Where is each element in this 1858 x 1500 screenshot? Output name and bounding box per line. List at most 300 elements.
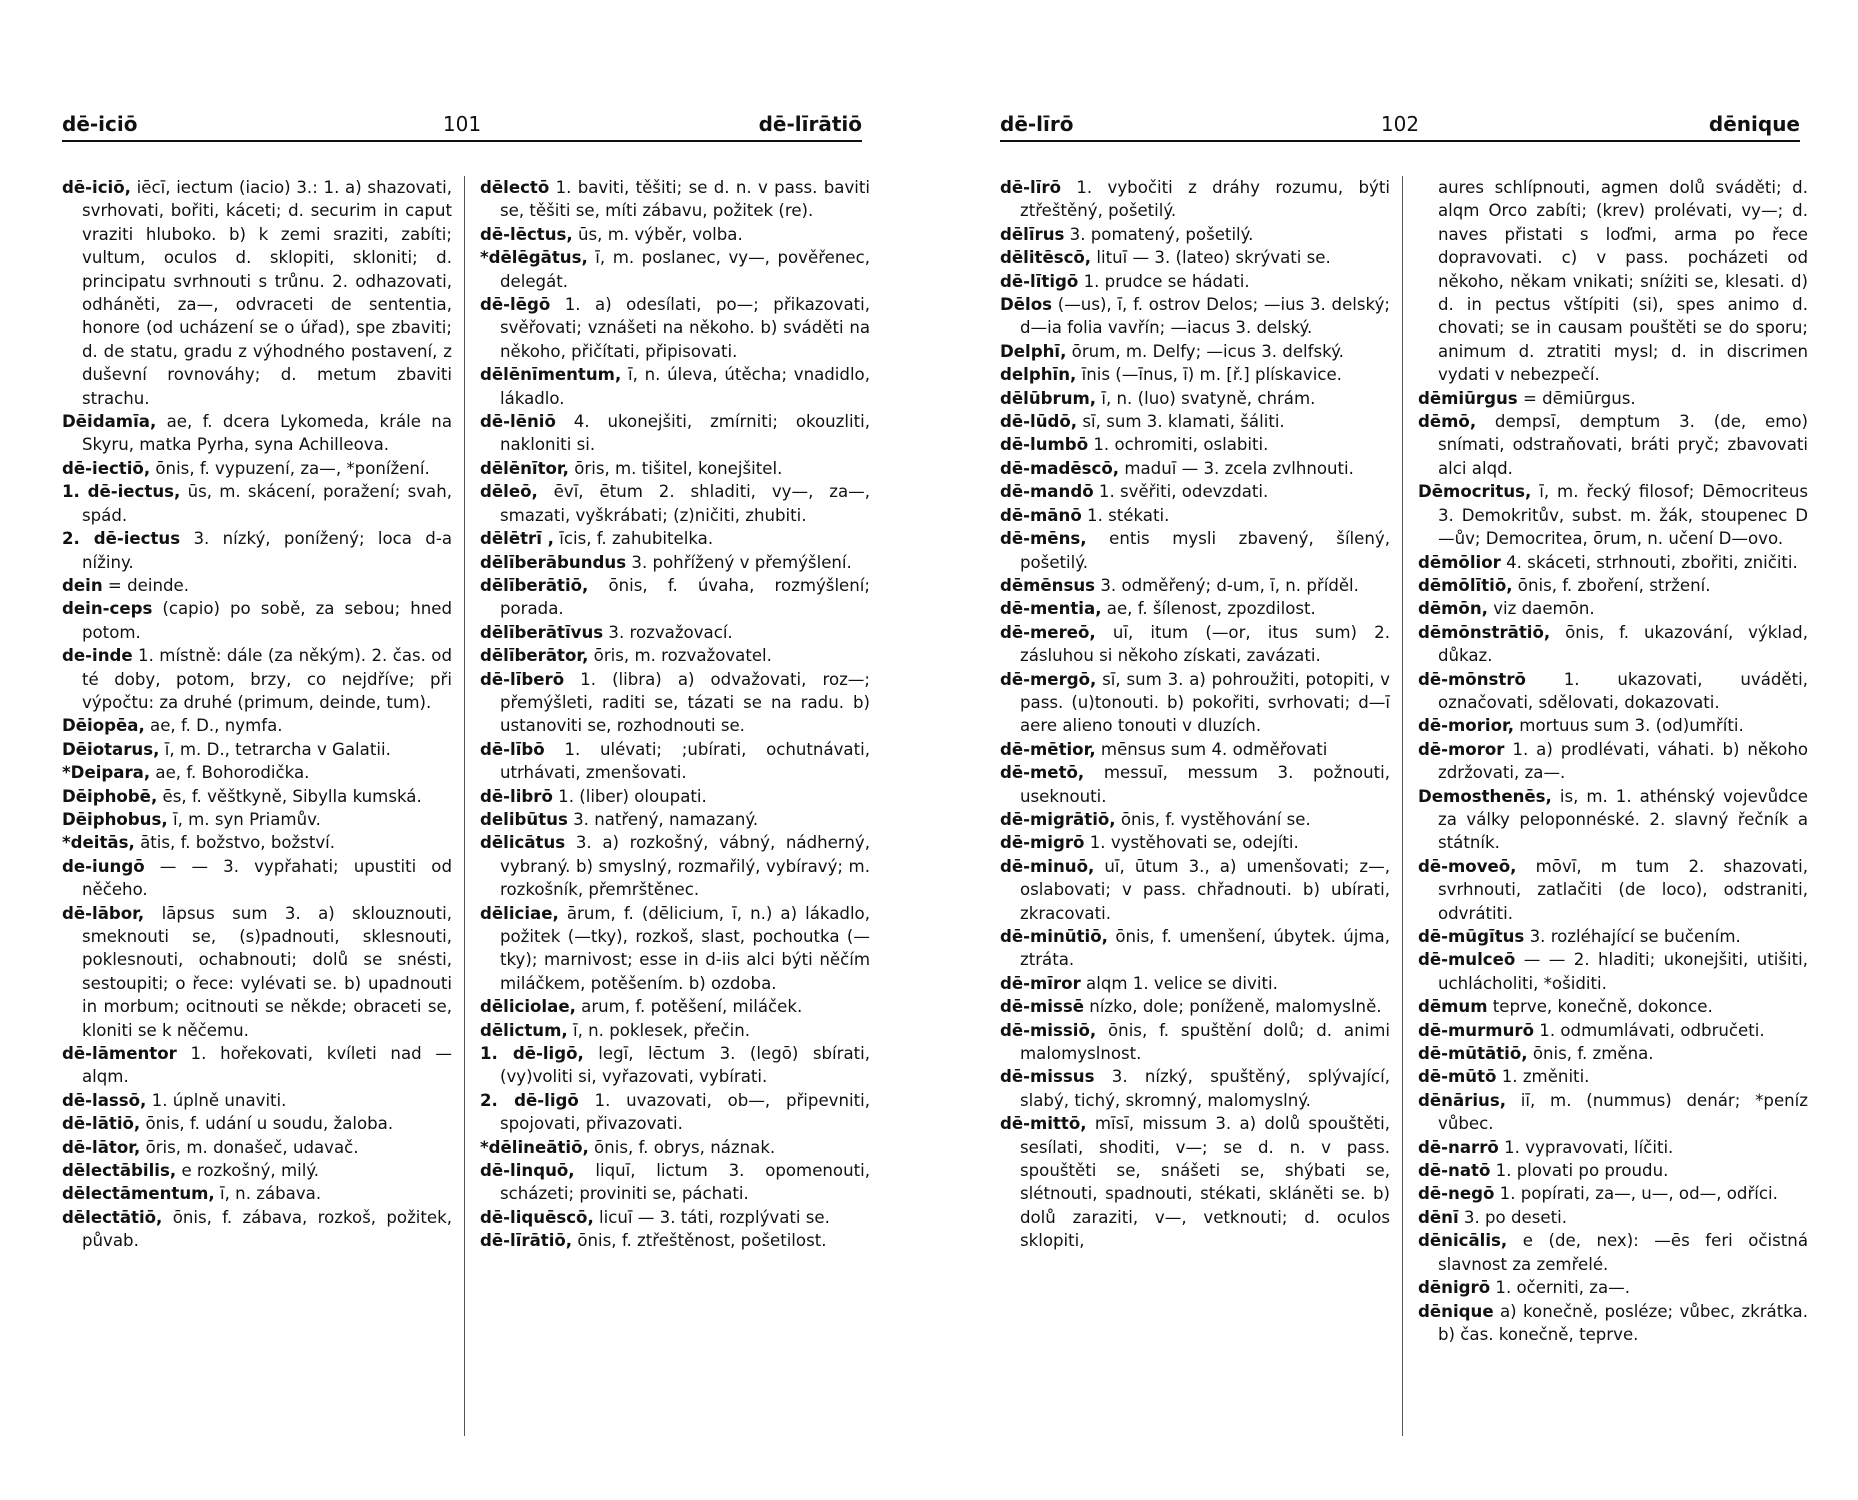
entry-headword: dē-lēctus, — [480, 224, 573, 244]
dictionary-entry — [480, 1019, 870, 1042]
dictionary-entry — [480, 1042, 870, 1089]
entry-definition: a) konečně, posléze; vůbec, zkrátka. b) čas. konečně, teprve. — [1438, 1301, 1808, 1344]
entry-headword: dē-mānō — [1000, 505, 1082, 525]
entry-headword: dē-līberō — [480, 669, 565, 689]
entry-headword: dēleō, — [480, 482, 538, 502]
entry-headword: dē-līrātiō, — [480, 1231, 573, 1251]
entry-headword: delphīn, — [1000, 365, 1077, 385]
entry-definition: 1. hořekovati, kvíleti nad — alqm. — [82, 1044, 452, 1087]
entry-headword: dē-mergō, — [1000, 669, 1097, 689]
entry-headword: dē-lassō, — [62, 1090, 147, 1110]
dictionary-entry — [1418, 1042, 1808, 1065]
entry-definition: ōnis, f. vypuzení, za—, *ponížení. — [150, 458, 430, 478]
entry-headword: dēlēnīmentum, — [480, 365, 622, 385]
entry-headword: dē-mōnstrō — [1418, 669, 1526, 689]
entry-definition: ī, m. syn Priamův. — [167, 809, 321, 829]
entry-definition: ōnis, f. obrys, náznak. — [588, 1137, 776, 1157]
entry-definition: viz daemōn. — [1487, 599, 1595, 619]
entry-headword: dēmōn, — [1418, 599, 1488, 619]
entry-headword: dē-mīror — [1000, 973, 1081, 993]
dictionary-entry — [1000, 480, 1390, 503]
dictionary-entry — [62, 1206, 452, 1253]
dictionary-entry — [1418, 410, 1808, 480]
dictionary-entry — [480, 223, 870, 246]
entry-definition: ī, m. D., tetrarcha v Galatii. — [159, 739, 391, 759]
dictionary-entry — [1418, 387, 1808, 410]
dictionary-entry — [62, 1089, 452, 1112]
entry-headword: dē-lāmentor — [62, 1044, 177, 1064]
entry-definition: 1. ulévati; ;ubírati, ochutnávati, utrhávati, zmenšovati. — [500, 739, 870, 783]
entry-headword: dē-moveō, — [1418, 856, 1517, 876]
dictionary-entry — [1418, 551, 1808, 574]
dictionary-entry — [62, 1136, 452, 1159]
right-page-column-divider — [1402, 176, 1403, 1436]
entry-headword: dēnigrō — [1418, 1278, 1491, 1298]
dictionary-entry — [1000, 1019, 1390, 1066]
entry-headword: dēlectābilis, — [62, 1161, 177, 1181]
entry-definition: ūs, m. výběr, volba. — [572, 224, 743, 244]
entry-definition: messuī, messum 3. požnouti, useknouti. — [1020, 763, 1390, 806]
dictionary-entry — [1418, 1065, 1808, 1088]
entry-definition: nízko, dole; poníženě, malomyslně. — [1084, 997, 1382, 1017]
dictionary-entry — [1000, 504, 1390, 527]
entry-headword: dēlēnītor, — [480, 458, 569, 478]
entry-definition: sī, sum 3. a) pohroužiti, potopiti, v pass. (u)tonouti. b) pokořiti, svrhovati; d—ī aere alieno tonouti v dluzích. — [1020, 669, 1390, 736]
entry-definition: (capio) po sobě, za sebou; hned potom. — [82, 599, 452, 642]
entry-definition: ēvī, ētum 2. shladiti, vy—, za—, smazati, vyškrábati; (z)ničiti, zhubiti. — [500, 482, 870, 525]
entry-definition: ōnis, f. spuštění dolů; d. animi malomyslnost. — [1020, 1020, 1390, 1064]
entry-definition: 1. odmumlávati, odbručeti. — [1534, 1020, 1765, 1040]
entry-headword: *dēlēgātus, — [480, 248, 588, 268]
entry-definition: ae, f. Bohorodička. — [150, 763, 310, 783]
entry-definition: ī, m. poslanec, vy—, pověřenec, delegát. — [500, 248, 870, 291]
entry-headword: dē-moror — [1418, 739, 1505, 759]
entry-headword: dē-liquēscō, — [480, 1207, 594, 1227]
entry-definition: e (de, nex): —ēs feri očistná slavnost za zemřelé. — [1438, 1231, 1808, 1274]
entry-definition: ōnis, f. umenšení, úbytek. újma, ztráta. — [1020, 927, 1390, 970]
dictionary-entry — [480, 1159, 870, 1206]
entry-definition: 1. vystěhovati se, odejíti. — [1084, 833, 1299, 853]
entry-headword: dēmōlior — [1418, 552, 1501, 572]
left-page-first-guideword: dē-iciō — [62, 112, 138, 136]
entry-headword: dēlicātus — [480, 833, 566, 853]
dictionary-entry — [480, 363, 870, 410]
dictionary-entry — [62, 457, 452, 480]
dictionary-entry — [1000, 246, 1390, 269]
entry-definition: ōnis, f. zábava, rozkoš, požitek, půvab. — [82, 1207, 452, 1251]
entry-definition: 3. rozléhající se bučením. — [1524, 927, 1741, 946]
entry-definition: 1. a) odesílati, po—; přikazovati, svěřovati; vznášeti na někoho. b) sváděti na někoho, přičítati, připisovati. — [500, 295, 870, 361]
left-page-number: 101 — [442, 112, 482, 136]
dictionary-entry — [1000, 761, 1390, 808]
entry-headword: dē-minuō, — [1000, 856, 1095, 876]
dictionary-entry — [1418, 574, 1808, 597]
entry-definition: 4. ukonejšiti, zmírniti; okouzliti, nakloniti si. — [500, 412, 870, 455]
entry-definition: legī, lēctum 3. (legō) sbírati, (vy)voliti si, vyřazovati, vybírati. — [500, 1044, 870, 1087]
entry-definition: ī, n. poklesek, přečin. — [567, 1020, 751, 1040]
entry-headword: dē-mandō — [1000, 482, 1094, 502]
dictionary-entry — [480, 785, 870, 808]
entry-definition: 1. vypravovati, líčiti. — [1498, 1137, 1674, 1157]
entry-headword: dēlūbrum, — [1000, 388, 1097, 408]
entry-headword: 2. dē-ligō — [480, 1090, 579, 1110]
dictionary-entry — [62, 1182, 452, 1205]
entry-headword: dē-mūtātiō, — [1418, 1044, 1528, 1064]
left-page — [62, 0, 870, 1500]
entry-headword: dēlētrī , — [480, 529, 554, 549]
entry-definition: 1. očerniti, za—. — [1490, 1278, 1631, 1298]
entry-headword: *deitās, — [62, 833, 135, 853]
dictionary-entry — [62, 644, 452, 714]
dictionary-entry — [1418, 855, 1808, 925]
dictionary-entry — [1418, 1229, 1808, 1276]
entry-definition: = dēmiūrgus. — [1517, 388, 1636, 408]
entry-headword: 2. dē-iectus — [62, 529, 181, 549]
dictionary-entry — [480, 574, 870, 621]
dictionary-entry — [1000, 925, 1390, 972]
dictionary-entry — [480, 621, 870, 644]
entry-headword: dē-lēgō — [480, 295, 551, 315]
entry-definition: 3. nízký, ponížený; loca d-a nížiny. — [82, 529, 452, 572]
entry-headword: dē-mētior, — [1000, 739, 1096, 759]
entry-definition: ī, n. úleva, útěcha; vnadidlo, lákadlo. — [500, 365, 870, 408]
dictionary-entry — [1418, 621, 1808, 668]
dictionary-entry — [1418, 1089, 1808, 1136]
entry-definition: 1. prudce se hádati. — [1078, 271, 1250, 291]
entry-definition: (—us), ī, f. ostrov Delos; —ius 3. delský; d—ia folia vavřín; —iacus 3. delský. — [1020, 295, 1390, 338]
entry-definition: = deinde. — [102, 575, 189, 595]
entry-headword: dēlīberātīvus — [480, 622, 604, 642]
dictionary-entry — [62, 1042, 452, 1089]
entry-headword: dēlictum, — [480, 1020, 568, 1040]
left-page-column-divider — [464, 176, 465, 1436]
dictionary-entry — [480, 738, 870, 785]
entry-definition: 1. popírati, za—, u—, od—, odříci. — [1494, 1184, 1778, 1204]
dictionary-entry — [1418, 785, 1808, 855]
entry-definition: ī, m. řecký filosof; Dēmocriteus 3. Demokritův, subst. m. žák, stoupenec D—ův; Democritea, ōrum, n. učení D—ovo. — [1438, 482, 1808, 549]
dictionary-entry — [62, 761, 452, 784]
entry-definition: ōris, m. tišitel, konejšitel. — [568, 458, 783, 478]
entry-definition: ae, f. šílenost, zpozdilost. — [1101, 599, 1316, 619]
entry-definition: alqm 1. velice se diviti. — [1080, 973, 1278, 993]
entry-definition: 1. změniti. — [1496, 1067, 1590, 1087]
entry-definition: ōnis, f. vystěhování se. — [1115, 809, 1311, 829]
dictionary-entry — [480, 551, 870, 574]
entry-definition: 1. baviti, těšiti; se d. n. v pass. baviti se, těšiti se, míti zábavu, požitek (re). — [500, 178, 870, 221]
entry-headword: dēnique — [1418, 1301, 1494, 1321]
dictionary-entry — [62, 831, 452, 854]
dictionary-entry — [480, 1089, 870, 1136]
entry-headword: dēlitēscō, — [1000, 248, 1092, 268]
dictionary-entry — [480, 808, 870, 831]
entry-headword: dē-migrō — [1000, 833, 1085, 853]
entry-definition: arum, f. potěšení, miláček. — [575, 997, 803, 1017]
entry-definition: 3. rozvažovací. — [603, 622, 733, 642]
dictionary-entry — [1000, 223, 1390, 246]
dictionary-entry — [1418, 1206, 1808, 1229]
entry-definition: dempsī, demptum 3. (de, emo) snímati, odstraňovati, bráti pryč; zbavovati alci alqd. — [1438, 412, 1808, 478]
entry-definition: liquī, lictum 3. opomenouti, scházeti; proviniti se, páchati. — [500, 1161, 870, 1204]
left-page-column-2 — [480, 176, 870, 1436]
entry-definition: 3. natřený, namazaný. — [567, 809, 759, 829]
entry-definition: 1. místně: dále (za někým). 2. čas. od té doby, potom, brzy, co nejdříve; při výpočtu: za druhé (primum, deinde, tum). — [82, 646, 452, 712]
dictionary-entry — [1418, 995, 1808, 1018]
dictionary-entry — [1000, 340, 1390, 363]
entry-headword: dē-linquō, — [480, 1161, 575, 1181]
entry-definition: 3. nízký, spuštěný, splývající, slabý, tichý, skromný, malomyslný. — [1020, 1067, 1390, 1110]
entry-headword: dēmum — [1418, 997, 1488, 1017]
entry-definition: mēnsus sum 4. odměřovati — [1095, 739, 1328, 759]
entry-headword: dēliciolae, — [480, 997, 576, 1017]
entry-headword: dē-natō — [1418, 1161, 1491, 1181]
entry-definition: — — 3. vypřahati; upustiti od něčeho. — [82, 856, 452, 900]
dictionary-entry — [62, 738, 452, 761]
entry-headword: dē-iectiō, — [62, 458, 151, 478]
entry-definition: is, m. 1. athénský vojevůdce za války peloponnéské. 2. slavný řečník a státník. — [1438, 786, 1808, 853]
entry-headword: dē-mūtō — [1418, 1067, 1497, 1087]
dictionary-entry — [480, 457, 870, 480]
entry-headword: Dēiphobē, — [62, 786, 158, 806]
entry-definition: ōnis, f. zboření, stržení. — [1512, 575, 1711, 595]
dictionary-entry — [62, 527, 452, 574]
entry-definition: ūs, m. skácení, poražení; svah, spád. — [82, 482, 452, 525]
entry-definition: 1. stékati. — [1081, 505, 1170, 525]
entry-headword: dē-metō, — [1000, 763, 1085, 783]
entry-headword: 1. dē-iectus, — [62, 482, 181, 502]
entry-definition: 1. ochromiti, oslabiti. — [1088, 435, 1269, 455]
dictionary-entry — [480, 902, 870, 996]
entry-definition: mōvī, m tum 2. shazovati, svrhnouti, zatlačiti (de loco), odstraniti, odvrátiti. — [1438, 856, 1808, 923]
entry-definition: iī, m. (nummus) denár; *peníz vůbec. — [1438, 1090, 1808, 1134]
entry-headword: dē-negō — [1418, 1184, 1495, 1204]
right-page-first-guideword: dē-līrō — [1000, 112, 1074, 136]
entry-headword: dēmōlītiō, — [1418, 575, 1513, 595]
dictionary-entry — [480, 1206, 870, 1229]
dictionary-entry — [1418, 1182, 1808, 1205]
entry-headword: dēlectāmentum, — [62, 1184, 215, 1204]
entry-headword: *Deipara, — [62, 763, 151, 783]
left-page-header — [62, 110, 862, 142]
entry-headword: dē-missē — [1000, 997, 1085, 1017]
dictionary-entry — [1000, 457, 1390, 480]
entry-headword: dē-murmurō — [1418, 1020, 1534, 1040]
dictionary-entry — [1418, 1019, 1808, 1042]
entry-definition: 3. a) rozkošný, vábný, nádherný, vybraný. b) smyslný, rozmařilý, vybíravý; m. rozkošník, přemrštěnec. — [500, 833, 870, 900]
entry-definition: ōrum, m. Delfy; —icus 3. delfský. — [1066, 341, 1344, 361]
entry-definition: e rozkošný, milý. — [176, 1161, 320, 1181]
dictionary-entry — [1418, 714, 1808, 737]
entry-definition: iēcī, iectum (iacio) 3.: 1. a) shazovati, svrhovati, bořiti, káceti; d. securim in caput vraziti hluboko. b) k zemi sraziti, zabíti; vultum, oculos d. sklopiti, skloniti; d. principatu svrhnouti s trůnu. 2. odhazovati, odháněti, za—, odvraceti de sententia, honore (od ucházení se o úřad), spe zbaviti; d. de statu, gradu z výhodného postavení, z duševní rovnováhy; d. metum zbaviti strachu. — [82, 178, 452, 408]
entry-definition: aures schlípnouti, agmen dolů sváděti; d. alqm Orco zabíti; (krev) prolévati, vy—; d. naves přistati s loďmi, arma po řece dopravovati. c) v pass. pocházeti od někoho, někam vnikati; sníżiti se, klesati. d) d. in pectus vštípiti (si), spes animo d. chovati; se in causam pouštěti se do sporu; animum d. ztratiti mysl; d. in discrimen vydati v nebezpečí. — [1438, 178, 1808, 385]
dictionary-entry — [1000, 1112, 1390, 1252]
dictionary-entry — [480, 1136, 870, 1159]
entry-headword: dēnārius, — [1418, 1090, 1507, 1110]
entry-headword: dē-iciō, — [62, 178, 131, 197]
left-page-column-1 — [62, 176, 452, 1436]
entry-headword: dē-lībō — [480, 739, 545, 759]
entry-headword: delibūtus — [480, 809, 568, 829]
entry-definition: 3. odměřený; d-um, ī, n. příděl. — [1095, 575, 1359, 595]
entry-headword: dēlīberātor, — [480, 646, 589, 666]
dictionary-entry — [1000, 176, 1390, 223]
entry-headword: dein — [62, 575, 103, 595]
dictionary-entry — [1000, 597, 1390, 620]
dictionary-entry — [480, 176, 870, 223]
entry-definition: 3. pomatený, pošetilý. — [1064, 224, 1254, 244]
entry-definition: īcis, f. zahubitelka. — [553, 529, 714, 549]
entry-definition: licuī — 3. táti, rozplývati se. — [593, 1207, 830, 1227]
entry-definition: 1. (liber) oloupati. — [552, 786, 707, 806]
dictionary-entry — [1000, 574, 1390, 597]
entry-headword: dē-morior, — [1418, 716, 1515, 736]
dictionary-entry — [1000, 855, 1390, 925]
entry-definition: ōnis, f. ukazování, výklad, důkaz. — [1438, 622, 1808, 666]
dictionary-entry — [1418, 480, 1808, 550]
entry-headword: dēliciae, — [480, 903, 559, 923]
dictionary-entry — [1418, 1276, 1808, 1299]
entry-headword: dē-missus — [1000, 1067, 1095, 1087]
dictionary-entry — [1418, 1136, 1808, 1159]
entry-headword: dē-lātor, — [62, 1137, 141, 1157]
entry-headword: dēlīberātiō, — [480, 575, 589, 595]
entry-definition: ōnis, f. úvaha, rozmýšlení; porada. — [500, 575, 870, 619]
dictionary-entry — [1000, 995, 1390, 1018]
entry-definition: 1. (libra) a) odvažovati, roz—; přemýšleti, raditi se, tázati se na radu. b) ustanoviti se, rozhodnouti se. — [500, 669, 870, 736]
entry-headword: Demosthenēs, — [1418, 786, 1552, 806]
entry-definition: ae, f. dcera Lykomeda, krále na Skyru, matka Pyrha, syna Achilleova. — [82, 412, 452, 455]
entry-headword: dēnī — [1418, 1207, 1459, 1227]
dictionary-entry — [480, 246, 870, 293]
entry-headword: de-inde — [62, 646, 133, 666]
entry-definition: uī, ūtum 3., a) umenšovati; z—, oslabovati; v pass. chřadnouti. b) ubírati, zkracovati. — [1020, 856, 1390, 923]
entry-definition: ōris, m. donašeč, udavač. — [140, 1137, 359, 1157]
entry-definition: 1. svěřiti, odevzdati. — [1093, 482, 1269, 502]
entry-definition: mīsī, missum 3. a) dolů spouštěti, sesílati, shoditi, v—; se d. n. v pass. spouštěti se, snášeti se, shýbati se, slétnouti, spadnouti, stékati, skláněti se. b) dolů zaraziti, v—, vetknouti; d. oculos sklopiti, — [1020, 1114, 1390, 1251]
entry-headword: dē-mūgītus — [1418, 927, 1525, 946]
entry-headword: dē-mereō, — [1000, 622, 1096, 642]
dictionary-entry — [1000, 410, 1390, 433]
dictionary-entry — [1000, 293, 1390, 340]
entry-headword: dēlectātiō, — [62, 1207, 163, 1227]
dictionary-entry — [480, 644, 870, 667]
entry-headword: 1. dē-ligō, — [480, 1044, 584, 1064]
entry-headword: dē-mulceō — [1418, 950, 1516, 970]
dictionary-entry — [480, 293, 870, 363]
entry-headword: dē-lītigō — [1000, 271, 1079, 291]
entry-definition: ī, n. zábava. — [214, 1184, 322, 1204]
dictionary-entry — [480, 410, 870, 457]
entry-headword: Dēmocritus, — [1418, 482, 1532, 502]
entry-definition: īnis (—īnus, ī) m. [ř.] plískavice. — [1076, 365, 1342, 385]
entry-headword: dē-missiō, — [1000, 1020, 1097, 1040]
entry-definition: ōnis, f. udání u soudu, žaloba. — [140, 1114, 394, 1134]
entry-headword: Delphī, — [1000, 341, 1067, 361]
dictionary-entry — [1000, 1065, 1390, 1112]
dictionary-entry — [1418, 925, 1808, 948]
dictionary-entry — [1418, 1159, 1808, 1182]
dictionary-entry — [62, 855, 452, 902]
entry-headword: Dēiphobus, — [62, 809, 168, 829]
entry-definition: uī, itum (—or, itus sum) 2. zásluhou si někoho získati, zavázati. — [1020, 622, 1390, 666]
entry-headword: Dēiopēa, — [62, 716, 145, 736]
entry-definition: sī, sum 3. klamati, šáliti. — [1077, 412, 1285, 432]
dictionary-entry — [62, 1159, 452, 1182]
entry-definition: ōnis, f. ztřeštěnost, pošetilost. — [572, 1231, 827, 1251]
entry-definition: 1. vybočiti z dráhy rozumu, býti ztřeštěný, pošetilý. — [1020, 178, 1390, 221]
entry-headword: dēmō, — [1418, 412, 1477, 432]
entry-headword: dē-mittō, — [1000, 1114, 1087, 1134]
dictionary-entry — [1000, 433, 1390, 456]
entry-headword: dēmōnstrātiō, — [1418, 622, 1551, 642]
dictionary-entry — [1000, 270, 1390, 293]
entry-definition: maduī — 3. zcela zvlhnouti. — [1119, 458, 1354, 478]
entry-definition: — — 2. hladiti; ukonejšiti, utišiti, uchlácholiti, *ošiditi. — [1438, 950, 1808, 993]
dictionary-entry — [62, 785, 452, 808]
dictionary-entry — [1418, 738, 1808, 785]
entry-headword: *dēlineātiō, — [480, 1137, 589, 1157]
right-page-column-2 — [1418, 176, 1808, 1436]
entry-headword: dēmiūrgus — [1418, 388, 1518, 408]
entry-definition: ātis, f. božstvo, božství. — [134, 833, 336, 853]
dictionary-entry — [1000, 527, 1390, 574]
dictionary-entry — [1000, 621, 1390, 668]
entry-headword: dē-minūtiō, — [1000, 927, 1108, 946]
dictionary-entry — [1000, 808, 1390, 831]
dictionary-entry — [1000, 972, 1390, 995]
entry-headword: dē-lumbō — [1000, 435, 1089, 455]
dictionary-entry — [62, 597, 452, 644]
entry-definition: 3. pohřížený v přemýšlení. — [626, 552, 852, 572]
entry-headword: dēlectō — [480, 178, 550, 197]
dictionary-entry — [1000, 831, 1390, 854]
entry-headword: dēnicālis, — [1418, 1231, 1508, 1251]
entry-definition: entis mysli zbavený, šílený, pošetilý. — [1020, 529, 1390, 572]
entry-definition: ae, f. D., nymfa. — [144, 716, 283, 736]
dictionary-entry — [1418, 668, 1808, 715]
dictionary-entry — [480, 1229, 870, 1252]
entry-definition: 3. po deseti. — [1458, 1207, 1567, 1227]
entry-headword: dē-narrō — [1418, 1137, 1499, 1157]
entry-headword: dē-lūdō, — [1000, 412, 1078, 432]
right-page-number: 102 — [1380, 112, 1420, 136]
dictionary-entry — [1000, 387, 1390, 410]
dictionary-entry — [480, 480, 870, 527]
dictionary-entry — [1418, 176, 1808, 387]
dictionary-entry — [480, 831, 870, 901]
entry-definition: ōnis, f. změna. — [1527, 1044, 1654, 1064]
dictionary-entry — [62, 808, 452, 831]
right-page — [1000, 0, 1808, 1500]
entry-headword: dēmēnsus — [1000, 575, 1096, 595]
right-page-last-guideword: dēnique — [1708, 112, 1800, 136]
entry-definition: ēs, f. věštkyně, Sibylla kumská. — [157, 786, 422, 806]
entry-headword: dē-migrātiō, — [1000, 809, 1116, 829]
entry-definition: 1. úplně unaviti. — [146, 1090, 287, 1110]
dictionary-entry — [1418, 597, 1808, 620]
right-page-header — [1000, 110, 1800, 142]
entry-headword: de-iungō — [62, 856, 145, 876]
entry-definition: lituī — 3. (lateo) skrývati se. — [1091, 248, 1331, 268]
entry-definition: teprve, konečně, dokonce. — [1487, 997, 1713, 1017]
dictionary-entry — [1418, 1300, 1808, 1347]
dictionary-entry — [1000, 738, 1390, 761]
entry-headword: dē-mēns, — [1000, 529, 1087, 549]
right-page-column-1 — [1000, 176, 1390, 1436]
dictionary-entry — [1000, 363, 1390, 386]
entry-headword: dē-mentia, — [1000, 599, 1102, 619]
dictionary-entry — [1000, 668, 1390, 738]
entry-headword: dē-līrō — [1000, 178, 1061, 197]
